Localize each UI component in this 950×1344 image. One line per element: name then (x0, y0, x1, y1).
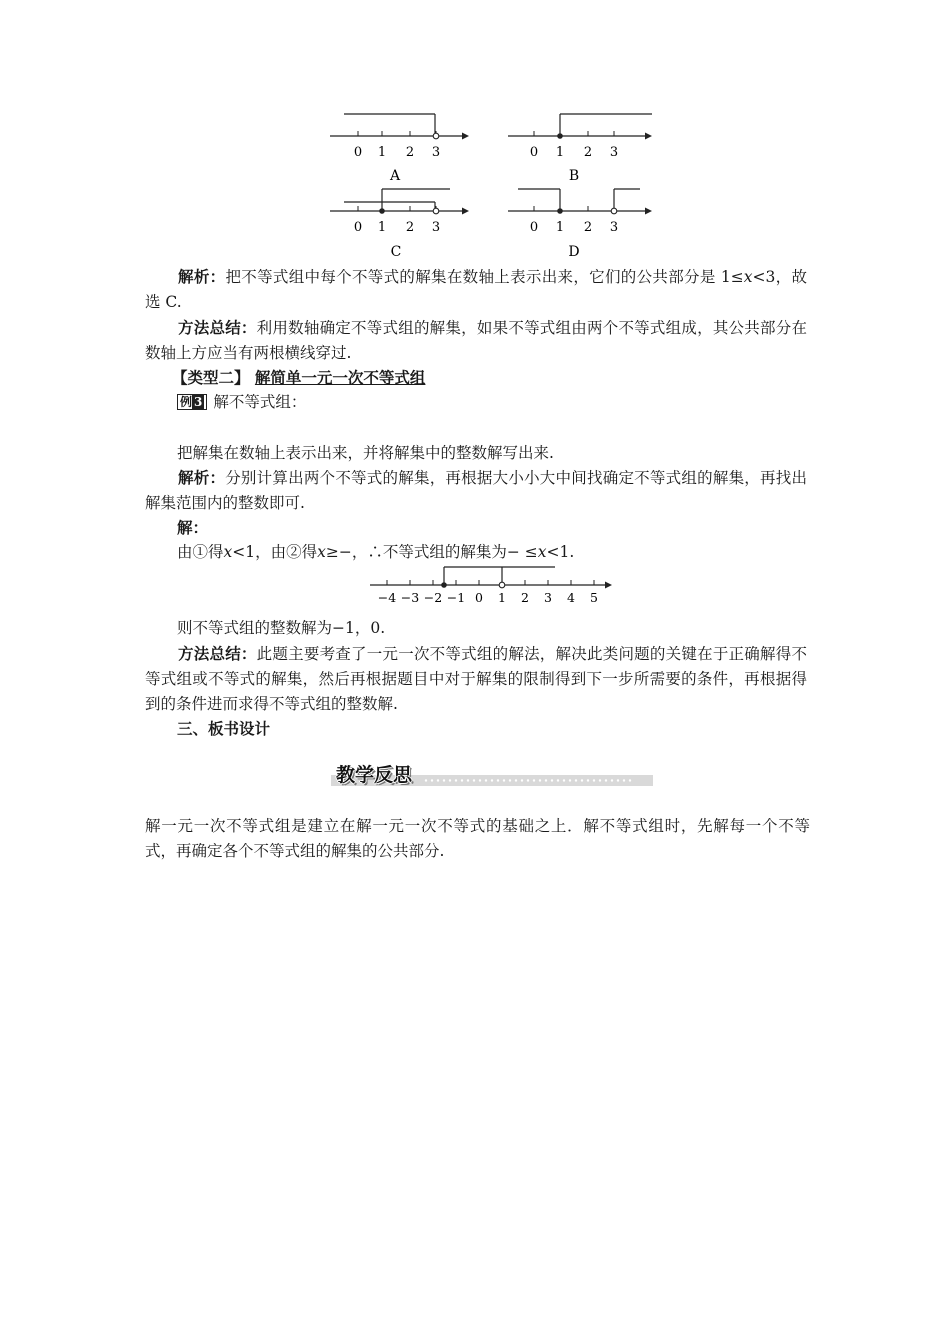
analysis-1-text: 把不等式组中每个不等式的解集在数轴上表示出来，它们的公共部分是 1≤ (225, 268, 744, 286)
solution-numberline (365, 562, 625, 607)
option-b-label: B (568, 168, 580, 184)
option-c-label: C (390, 244, 402, 260)
solution-text-c: ≥−，∴不等式组的解集为− ≤ (325, 543, 538, 561)
tick-label: 5 (590, 590, 598, 605)
solution-text-b: <1，由②得 (232, 543, 318, 561)
tick-label: 2 (521, 590, 529, 605)
summary-2-text: 此题主要考查了一元一次不等式组的解法，解决此类问题的关键在于正确解得不等式组或不等式的解集，然后再根据题目中对于解集的限制得到下一步所需要的条件，再根据得到的条件进而求得不等式组的整数解. (145, 645, 807, 713)
analysis-1-label: 解析： (178, 267, 226, 286)
tick-label: 0 (353, 145, 363, 160)
tick-label: 3 (544, 590, 552, 605)
analysis-2-label: 解析： (178, 468, 226, 487)
analysis-2 (145, 465, 807, 516)
method-summary-2 (145, 641, 807, 717)
tick-label: 3 (431, 145, 441, 160)
reflection-title: 教学反思 (336, 764, 413, 786)
option-a-label: A (389, 168, 401, 184)
tick-label: 3 (609, 220, 619, 235)
integer-solutions: 则不等式组的整数解为−1，0. (177, 619, 386, 637)
tick-label: −3 (400, 590, 420, 605)
section-3-title: 三、板书设计 (177, 719, 271, 738)
tick-label: 2 (583, 220, 593, 235)
summary-1-text: 利用数轴确定不等式组的解集，如果不等式组由两个不等式组成，其公共部分在数轴上方应当有两根横线穿过. (145, 319, 807, 362)
ticks (387, 580, 594, 585)
example-badge-number: 3 (194, 395, 203, 409)
tick-label: 1 (377, 145, 387, 160)
example-badge (177, 394, 207, 410)
variable-x: x (317, 543, 326, 561)
tick-label: −2 (423, 590, 443, 605)
tick-label: 1 (377, 220, 387, 235)
solution-text-d: <1. (546, 543, 575, 561)
option-a-numberline (330, 114, 469, 184)
tick-label: 1 (555, 145, 565, 160)
tick-label: 1 (555, 220, 565, 235)
tick-label: 3 (431, 220, 441, 235)
tick-label: 2 (583, 145, 593, 160)
tick-label: 4 (567, 590, 575, 605)
example-3-instruction: 把解集在数轴上表示出来，并将解集中的整数解写出来. (177, 444, 554, 462)
option-d-numberline (508, 189, 652, 260)
solution-text-a: 由①得 (177, 543, 224, 561)
tick-label: 0 (475, 590, 483, 605)
type-2-bracket: 【类型二】 (172, 368, 250, 387)
type-2-heading (172, 366, 425, 388)
type-2-title: 解简单一元一次不等式组 (254, 368, 426, 387)
analysis-1-text-b: < (752, 268, 766, 286)
analysis-1 (145, 264, 807, 315)
method-summary-1 (145, 315, 807, 366)
tick-label: −1 (446, 590, 466, 605)
solution-line (177, 540, 574, 562)
variable-x: x (537, 543, 547, 561)
example-3-prompt: 解不等式组： (213, 393, 307, 411)
tick-label: 3 (609, 145, 619, 160)
reflection-text: 解一元一次不等式组是建立在解一元一次不等式的基础之上．解不等式组时，先解每一个不等式，再确定各个不等式组的解集的公共部分. (145, 817, 810, 860)
tick-label: 1 (498, 590, 506, 605)
variable-x: x (223, 543, 233, 561)
option-d-label: D (568, 244, 580, 260)
option-c-numberline (330, 189, 469, 260)
analysis-1-text-c: 3，故选 C. (145, 268, 807, 311)
variable-x: x (743, 268, 753, 286)
example-badge-prefix: 例 (180, 395, 193, 409)
tick-label: 0 (353, 220, 363, 235)
tick-label: 2 (405, 220, 415, 235)
summary-2-label: 方法总结： (178, 644, 257, 663)
tick-label: 0 (529, 220, 539, 235)
summary-1-label: 方法总结： (178, 318, 257, 337)
solution-label: 解： (177, 518, 209, 537)
tick-label: 0 (529, 145, 539, 160)
tick-label: −4 (377, 590, 397, 605)
option-b-numberline (508, 114, 652, 184)
options-figure (320, 105, 670, 265)
example-3 (177, 390, 306, 412)
analysis-2-text: 分别计算出两个不等式的解集，再根据大小小大中间找确定不等式组的解集，再找出解集范围内的整数即可. (145, 469, 807, 512)
tick-label: 2 (405, 145, 415, 160)
